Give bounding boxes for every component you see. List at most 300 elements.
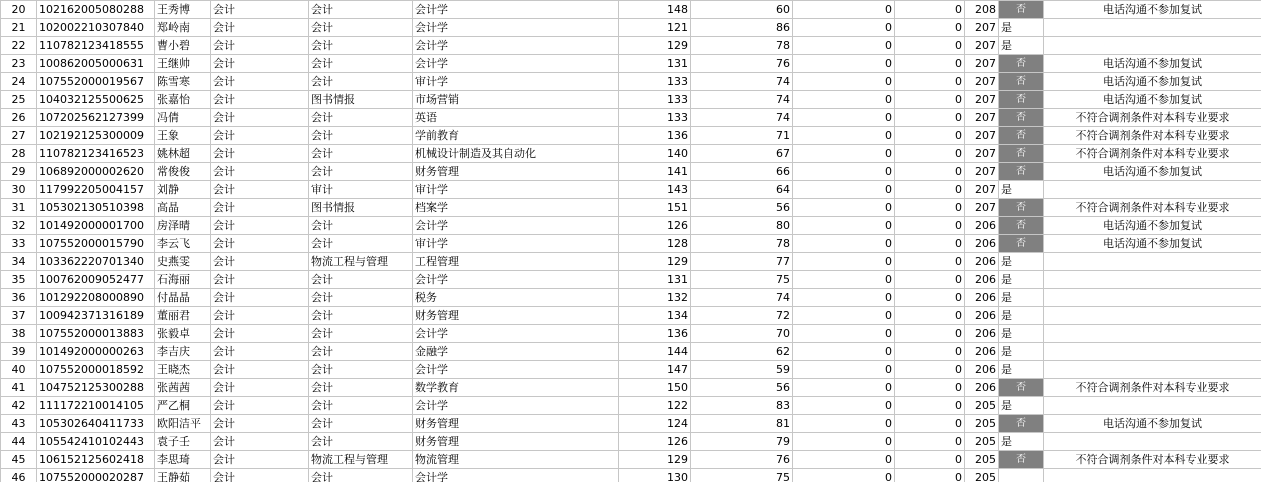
score-cell[interactable]: 70 [691,325,793,343]
applied-major-cell[interactable]: 会计 [211,145,309,163]
score-cell[interactable]: 0 [793,433,895,451]
score-cell[interactable]: 0 [895,127,965,145]
adjust-major-cell[interactable]: 物流工程与管理 [309,451,413,469]
score-cell[interactable]: 128 [619,235,691,253]
score-cell[interactable]: 126 [619,217,691,235]
admit-cell[interactable]: 是 [999,307,1044,325]
score-cell[interactable]: 0 [793,271,895,289]
exam-id-cell[interactable]: 105542410102443 [37,433,155,451]
score-cell[interactable]: 0 [895,379,965,397]
note-cell[interactable] [1044,253,1261,271]
applied-major-cell[interactable]: 会计 [211,199,309,217]
admit-cell[interactable]: 否 [999,235,1044,253]
admit-cell[interactable]: 是 [999,289,1044,307]
score-cell[interactable]: 78 [691,235,793,253]
score-cell[interactable]: 0 [895,19,965,37]
admit-cell[interactable]: 是 [999,271,1044,289]
note-cell[interactable]: 不符合调剂条件对本科专业要求 [1044,451,1261,469]
adjust-major-cell[interactable]: 会计 [309,307,413,325]
adjust-major-cell[interactable]: 会计 [309,37,413,55]
row-number[interactable]: 34 [1,253,37,271]
name-cell[interactable]: 曹小碧 [155,37,211,55]
undergrad-major-cell[interactable]: 财务管理 [413,163,619,181]
name-cell[interactable]: 董丽君 [155,307,211,325]
row-number[interactable]: 22 [1,37,37,55]
exam-id-cell[interactable]: 110782123416523 [37,145,155,163]
applied-major-cell[interactable]: 会计 [211,325,309,343]
row-number[interactable]: 45 [1,451,37,469]
applied-major-cell[interactable]: 会计 [211,181,309,199]
total-score-cell[interactable]: 207 [965,145,999,163]
name-cell[interactable]: 王静茹 [155,469,211,482]
adjust-major-cell[interactable]: 会计 [309,109,413,127]
name-cell[interactable]: 房泽晴 [155,217,211,235]
row-number[interactable]: 36 [1,289,37,307]
undergrad-major-cell[interactable]: 英语 [413,109,619,127]
name-cell[interactable]: 陈雪寒 [155,73,211,91]
score-cell[interactable]: 0 [895,37,965,55]
undergrad-major-cell[interactable]: 机械设计制造及其自动化 [413,145,619,163]
row-number[interactable]: 24 [1,73,37,91]
score-cell[interactable]: 0 [793,235,895,253]
score-cell[interactable]: 129 [619,451,691,469]
total-score-cell[interactable]: 206 [965,271,999,289]
undergrad-major-cell[interactable]: 财务管理 [413,433,619,451]
adjust-major-cell[interactable]: 会计 [309,379,413,397]
note-cell[interactable]: 电话沟通不参加复试 [1044,163,1261,181]
adjust-major-cell[interactable]: 物流工程与管理 [309,253,413,271]
admit-cell[interactable]: 是 [999,325,1044,343]
note-cell[interactable]: 电话沟通不参加复试 [1044,1,1261,19]
score-cell[interactable]: 0 [895,91,965,109]
undergrad-major-cell[interactable]: 财务管理 [413,415,619,433]
note-cell[interactable]: 不符合调剂条件对本科专业要求 [1044,145,1261,163]
score-cell[interactable]: 0 [793,361,895,379]
score-cell[interactable]: 0 [793,415,895,433]
score-cell[interactable]: 133 [619,91,691,109]
score-cell[interactable]: 80 [691,217,793,235]
exam-id-cell[interactable]: 104032125500625 [37,91,155,109]
exam-id-cell[interactable]: 100862005000631 [37,55,155,73]
score-cell[interactable]: 131 [619,271,691,289]
total-score-cell[interactable]: 205 [965,433,999,451]
score-cell[interactable]: 0 [895,145,965,163]
exam-id-cell[interactable]: 105302130510398 [37,199,155,217]
note-cell[interactable] [1044,469,1261,482]
admit-cell[interactable]: 否 [999,73,1044,91]
total-score-cell[interactable]: 206 [965,217,999,235]
total-score-cell[interactable]: 206 [965,379,999,397]
undergrad-major-cell[interactable]: 数学教育 [413,379,619,397]
total-score-cell[interactable]: 207 [965,55,999,73]
admit-cell[interactable]: 是 [999,19,1044,37]
note-cell[interactable]: 电话沟通不参加复试 [1044,55,1261,73]
adjust-major-cell[interactable]: 审计 [309,181,413,199]
admit-cell[interactable]: 否 [999,451,1044,469]
score-cell[interactable]: 75 [691,469,793,482]
exam-id-cell[interactable]: 105302640411733 [37,415,155,433]
adjust-major-cell[interactable]: 会计 [309,1,413,19]
note-cell[interactable] [1044,325,1261,343]
total-score-cell[interactable]: 205 [965,397,999,415]
total-score-cell[interactable]: 206 [965,289,999,307]
name-cell[interactable]: 刘静 [155,181,211,199]
admit-cell[interactable]: 否 [999,91,1044,109]
score-cell[interactable]: 0 [895,361,965,379]
exam-id-cell[interactable]: 101492000000263 [37,343,155,361]
score-cell[interactable]: 64 [691,181,793,199]
row-number[interactable]: 32 [1,217,37,235]
note-cell[interactable]: 不符合调剂条件对本科专业要求 [1044,379,1261,397]
name-cell[interactable]: 郑岭南 [155,19,211,37]
applied-major-cell[interactable]: 会计 [211,19,309,37]
score-cell[interactable]: 144 [619,343,691,361]
undergrad-major-cell[interactable]: 金融学 [413,343,619,361]
name-cell[interactable]: 严乙桐 [155,397,211,415]
exam-id-cell[interactable]: 104752125300288 [37,379,155,397]
exam-id-cell[interactable]: 107202562127399 [37,109,155,127]
exam-id-cell[interactable]: 102162005080288 [37,1,155,19]
score-cell[interactable]: 121 [619,19,691,37]
score-cell[interactable]: 150 [619,379,691,397]
score-cell[interactable]: 0 [793,253,895,271]
score-cell[interactable]: 141 [619,163,691,181]
score-cell[interactable]: 76 [691,451,793,469]
name-cell[interactable]: 石海丽 [155,271,211,289]
undergrad-major-cell[interactable]: 工程管理 [413,253,619,271]
exam-id-cell[interactable]: 106152125602418 [37,451,155,469]
row-number[interactable]: 27 [1,127,37,145]
applied-major-cell[interactable]: 会计 [211,163,309,181]
score-cell[interactable]: 0 [895,469,965,482]
undergrad-major-cell[interactable]: 审计学 [413,73,619,91]
exam-id-cell[interactable]: 107552000015790 [37,235,155,253]
admit-cell[interactable]: 是 [999,253,1044,271]
admit-cell[interactable]: 否 [999,1,1044,19]
note-cell[interactable]: 不符合调剂条件对本科专业要求 [1044,109,1261,127]
score-cell[interactable]: 76 [691,55,793,73]
undergrad-major-cell[interactable]: 会计学 [413,397,619,415]
admit-cell[interactable]: 是 [999,397,1044,415]
undergrad-major-cell[interactable]: 会计学 [413,271,619,289]
score-cell[interactable]: 0 [793,199,895,217]
admit-cell[interactable]: 否 [999,145,1044,163]
total-score-cell[interactable]: 207 [965,199,999,217]
score-cell[interactable]: 131 [619,55,691,73]
score-cell[interactable]: 0 [895,397,965,415]
score-cell[interactable]: 0 [895,163,965,181]
score-cell[interactable]: 0 [793,307,895,325]
admit-cell[interactable] [999,469,1044,482]
row-number[interactable]: 39 [1,343,37,361]
admit-cell[interactable]: 是 [999,343,1044,361]
name-cell[interactable]: 王晓杰 [155,361,211,379]
admit-cell[interactable]: 否 [999,55,1044,73]
adjust-major-cell[interactable]: 会计 [309,361,413,379]
applied-major-cell[interactable]: 会计 [211,271,309,289]
row-number[interactable]: 29 [1,163,37,181]
row-number[interactable]: 20 [1,1,37,19]
exam-id-cell[interactable]: 107552000013883 [37,325,155,343]
score-cell[interactable]: 0 [895,199,965,217]
note-cell[interactable] [1044,37,1261,55]
name-cell[interactable]: 王继帅 [155,55,211,73]
admit-cell[interactable]: 否 [999,109,1044,127]
score-cell[interactable]: 0 [793,1,895,19]
score-cell[interactable]: 132 [619,289,691,307]
score-cell[interactable]: 0 [793,451,895,469]
score-cell[interactable]: 0 [793,145,895,163]
exam-id-cell[interactable]: 110782123418555 [37,37,155,55]
undergrad-major-cell[interactable]: 物流管理 [413,451,619,469]
score-cell[interactable]: 56 [691,379,793,397]
note-cell[interactable] [1044,433,1261,451]
admit-cell[interactable]: 否 [999,415,1044,433]
score-cell[interactable]: 151 [619,199,691,217]
admit-cell[interactable]: 否 [999,127,1044,145]
exam-id-cell[interactable]: 100762009052477 [37,271,155,289]
score-cell[interactable]: 81 [691,415,793,433]
row-number[interactable]: 44 [1,433,37,451]
total-score-cell[interactable]: 207 [965,37,999,55]
row-number[interactable]: 25 [1,91,37,109]
score-cell[interactable]: 136 [619,127,691,145]
total-score-cell[interactable]: 205 [965,469,999,482]
score-cell[interactable]: 126 [619,433,691,451]
exam-id-cell[interactable]: 101292208000890 [37,289,155,307]
score-cell[interactable]: 0 [793,469,895,482]
score-cell[interactable]: 0 [895,217,965,235]
row-number[interactable]: 23 [1,55,37,73]
score-cell[interactable]: 0 [895,451,965,469]
score-cell[interactable]: 0 [793,217,895,235]
applied-major-cell[interactable]: 会计 [211,343,309,361]
adjust-major-cell[interactable]: 会计 [309,55,413,73]
row-number[interactable]: 37 [1,307,37,325]
total-score-cell[interactable]: 207 [965,109,999,127]
score-cell[interactable]: 122 [619,397,691,415]
score-cell[interactable]: 71 [691,127,793,145]
exam-id-cell[interactable]: 101492000001700 [37,217,155,235]
undergrad-major-cell[interactable]: 档案学 [413,199,619,217]
score-cell[interactable]: 0 [895,181,965,199]
exam-id-cell[interactable]: 107552000019567 [37,73,155,91]
score-cell[interactable]: 78 [691,37,793,55]
row-number[interactable]: 30 [1,181,37,199]
score-cell[interactable]: 140 [619,145,691,163]
adjust-major-cell[interactable]: 会计 [309,127,413,145]
applied-major-cell[interactable]: 会计 [211,127,309,145]
undergrad-major-cell[interactable]: 会计学 [413,37,619,55]
applied-major-cell[interactable]: 会计 [211,469,309,482]
undergrad-major-cell[interactable]: 学前教育 [413,127,619,145]
note-cell[interactable] [1044,361,1261,379]
adjust-major-cell[interactable]: 会计 [309,19,413,37]
applied-major-cell[interactable]: 会计 [211,307,309,325]
total-score-cell[interactable]: 206 [965,325,999,343]
total-score-cell[interactable]: 206 [965,343,999,361]
row-number[interactable]: 21 [1,19,37,37]
note-cell[interactable]: 不符合调剂条件对本科专业要求 [1044,127,1261,145]
row-number[interactable]: 40 [1,361,37,379]
score-cell[interactable]: 74 [691,73,793,91]
undergrad-major-cell[interactable]: 会计学 [413,19,619,37]
note-cell[interactable]: 电话沟通不参加复试 [1044,235,1261,253]
adjust-major-cell[interactable]: 图书情报 [309,91,413,109]
adjust-major-cell[interactable]: 会计 [309,433,413,451]
score-cell[interactable]: 86 [691,19,793,37]
score-cell[interactable]: 0 [895,271,965,289]
score-cell[interactable]: 143 [619,181,691,199]
exam-id-cell[interactable]: 103362220701340 [37,253,155,271]
score-cell[interactable]: 0 [895,55,965,73]
exam-id-cell[interactable]: 111172210014105 [37,397,155,415]
score-cell[interactable]: 60 [691,1,793,19]
exam-id-cell[interactable]: 107552000020287 [37,469,155,482]
score-cell[interactable]: 129 [619,37,691,55]
adjust-major-cell[interactable]: 会计 [309,415,413,433]
exam-id-cell[interactable]: 102192125300009 [37,127,155,145]
total-score-cell[interactable]: 207 [965,181,999,199]
undergrad-major-cell[interactable]: 会计学 [413,1,619,19]
exam-id-cell[interactable]: 117992205004157 [37,181,155,199]
applied-major-cell[interactable]: 会计 [211,451,309,469]
admit-cell[interactable]: 否 [999,163,1044,181]
name-cell[interactable]: 姚林超 [155,145,211,163]
total-score-cell[interactable]: 206 [965,361,999,379]
undergrad-major-cell[interactable]: 会计学 [413,325,619,343]
note-cell[interactable]: 不符合调剂条件对本科专业要求 [1044,199,1261,217]
score-cell[interactable]: 79 [691,433,793,451]
applied-major-cell[interactable]: 会计 [211,235,309,253]
name-cell[interactable]: 付晶晶 [155,289,211,307]
applied-major-cell[interactable]: 会计 [211,253,309,271]
score-cell[interactable]: 59 [691,361,793,379]
applied-major-cell[interactable]: 会计 [211,361,309,379]
name-cell[interactable]: 李吉庆 [155,343,211,361]
name-cell[interactable]: 张嘉怡 [155,91,211,109]
note-cell[interactable] [1044,181,1261,199]
score-cell[interactable]: 0 [793,163,895,181]
score-cell[interactable]: 75 [691,271,793,289]
name-cell[interactable]: 张毅卓 [155,325,211,343]
adjust-major-cell[interactable]: 会计 [309,217,413,235]
score-cell[interactable]: 0 [793,181,895,199]
note-cell[interactable]: 电话沟通不参加复试 [1044,73,1261,91]
score-cell[interactable]: 67 [691,145,793,163]
note-cell[interactable]: 电话沟通不参加复试 [1044,217,1261,235]
row-number[interactable]: 41 [1,379,37,397]
admit-cell[interactable]: 是 [999,181,1044,199]
score-cell[interactable]: 0 [793,109,895,127]
exam-id-cell[interactable]: 107552000018592 [37,361,155,379]
undergrad-major-cell[interactable]: 市场营销 [413,91,619,109]
name-cell[interactable]: 袁子壬 [155,433,211,451]
score-cell[interactable]: 72 [691,307,793,325]
name-cell[interactable]: 李云飞 [155,235,211,253]
adjust-major-cell[interactable]: 会计 [309,271,413,289]
score-cell[interactable]: 0 [895,325,965,343]
total-score-cell[interactable]: 207 [965,163,999,181]
applied-major-cell[interactable]: 会计 [211,433,309,451]
score-cell[interactable]: 66 [691,163,793,181]
note-cell[interactable] [1044,343,1261,361]
applied-major-cell[interactable]: 会计 [211,37,309,55]
score-cell[interactable]: 133 [619,73,691,91]
name-cell[interactable]: 史燕雯 [155,253,211,271]
exam-id-cell[interactable]: 100942371316189 [37,307,155,325]
name-cell[interactable]: 王秀博 [155,1,211,19]
score-cell[interactable]: 74 [691,109,793,127]
adjust-major-cell[interactable]: 会计 [309,397,413,415]
score-cell[interactable]: 133 [619,109,691,127]
undergrad-major-cell[interactable]: 审计学 [413,181,619,199]
applied-major-cell[interactable]: 会计 [211,379,309,397]
total-score-cell[interactable]: 205 [965,451,999,469]
total-score-cell[interactable]: 207 [965,127,999,145]
row-number[interactable]: 46 [1,469,37,482]
row-number[interactable]: 26 [1,109,37,127]
adjust-major-cell[interactable]: 会计 [309,145,413,163]
admit-cell[interactable]: 是 [999,37,1044,55]
admit-cell[interactable]: 是 [999,433,1044,451]
score-cell[interactable]: 0 [793,73,895,91]
score-cell[interactable]: 0 [793,379,895,397]
adjust-major-cell[interactable]: 会计 [309,235,413,253]
total-score-cell[interactable]: 205 [965,415,999,433]
score-cell[interactable]: 74 [691,289,793,307]
score-cell[interactable]: 62 [691,343,793,361]
name-cell[interactable]: 常俊俊 [155,163,211,181]
total-score-cell[interactable]: 206 [965,307,999,325]
score-cell[interactable]: 0 [793,325,895,343]
undergrad-major-cell[interactable]: 会计学 [413,55,619,73]
row-number[interactable]: 43 [1,415,37,433]
score-cell[interactable]: 0 [793,343,895,361]
applied-major-cell[interactable]: 会计 [211,109,309,127]
score-cell[interactable]: 0 [895,109,965,127]
name-cell[interactable]: 王象 [155,127,211,145]
row-number[interactable]: 28 [1,145,37,163]
applied-major-cell[interactable]: 会计 [211,1,309,19]
score-cell[interactable]: 0 [895,415,965,433]
admit-cell[interactable]: 否 [999,217,1044,235]
total-score-cell[interactable]: 207 [965,73,999,91]
score-cell[interactable]: 0 [895,289,965,307]
score-cell[interactable]: 0 [895,307,965,325]
applied-major-cell[interactable]: 会计 [211,91,309,109]
admit-cell[interactable]: 否 [999,379,1044,397]
score-cell[interactable]: 148 [619,1,691,19]
score-cell[interactable]: 147 [619,361,691,379]
total-score-cell[interactable]: 207 [965,91,999,109]
undergrad-major-cell[interactable]: 会计学 [413,361,619,379]
score-cell[interactable]: 124 [619,415,691,433]
applied-major-cell[interactable]: 会计 [211,397,309,415]
undergrad-major-cell[interactable]: 会计学 [413,217,619,235]
score-cell[interactable]: 74 [691,91,793,109]
score-cell[interactable]: 134 [619,307,691,325]
score-cell[interactable]: 0 [895,1,965,19]
name-cell[interactable]: 高晶 [155,199,211,217]
undergrad-major-cell[interactable]: 财务管理 [413,307,619,325]
score-cell[interactable]: 0 [793,37,895,55]
name-cell[interactable]: 张茜茜 [155,379,211,397]
adjust-major-cell[interactable]: 会计 [309,73,413,91]
undergrad-major-cell[interactable]: 税务 [413,289,619,307]
score-cell[interactable]: 0 [793,397,895,415]
total-score-cell[interactable]: 208 [965,1,999,19]
